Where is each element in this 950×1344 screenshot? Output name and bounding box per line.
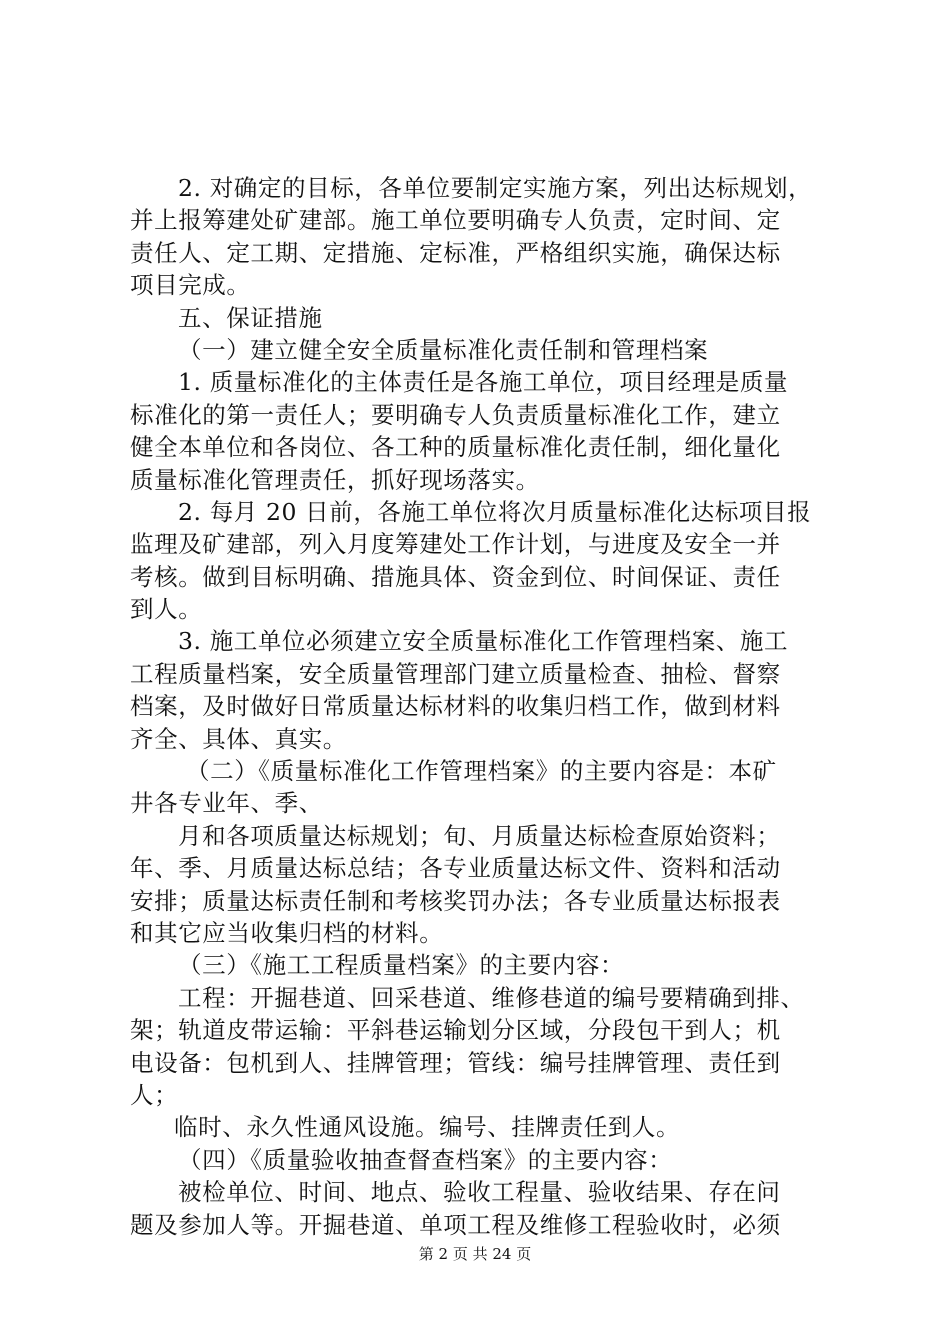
text-line: 2. 对确定的目标，各单位要制定实施方案，列出达标规划， bbox=[178, 174, 813, 202]
text-line: 题及参加人等。开掘巷道、单项工程及维修工程验收时，必须 bbox=[130, 1210, 781, 1239]
text-line: 工程：开掘巷道、回采巷道、维修巷道的编号要精确到排、 bbox=[178, 983, 805, 1012]
text-line: 电设备：包机到人、挂牌管理；管线：编号挂牌管理、责任到 bbox=[130, 1048, 781, 1077]
subsection-heading: （二）《质量标准化工作管理档案》的主要内容是：本矿 bbox=[186, 757, 777, 786]
text-line: 安排；质量达标责任制和考核奖罚办法；各专业质量达标报表 bbox=[130, 886, 781, 915]
text-line: 质量标准化管理责任，抓好现场落实。 bbox=[130, 465, 540, 494]
text-line: 工程质量档案，安全质量管理部门建立质量检查、抽检、督察 bbox=[130, 659, 781, 688]
subsection-heading: （三）《施工工程质量档案》的主要内容： bbox=[178, 951, 625, 980]
text-line: 3. 施工单位必须建立安全质量标准化工作管理档案、施工 bbox=[178, 627, 789, 656]
section-heading: 五、保证措施 bbox=[178, 303, 323, 332]
text-line: 到人。 bbox=[130, 595, 203, 624]
text-line: 临时、永久性通风设施。编号、挂牌责任到人。 bbox=[174, 1113, 681, 1142]
text-line: 井各专业年、季、 bbox=[130, 789, 323, 818]
text-line: 并上报筹建处矿建部。施工单位要明确专人负责，定时间、定 bbox=[130, 206, 781, 235]
text-line: 人； bbox=[130, 1080, 179, 1109]
text-line: 2. 每月 20 日前，各施工单位将次月质量标准化达标项目报 bbox=[178, 497, 812, 526]
text-line: 年、季、月质量达标总结；各专业质量达标文件、资料和活动 bbox=[130, 854, 781, 883]
page-footer: 第 2 页 共 24 页 bbox=[418, 1245, 532, 1263]
document-body bbox=[130, 172, 842, 1241]
text-line: 健全本单位和各岗位、各工种的质量标准化责任制，细化量化 bbox=[130, 433, 781, 462]
text-line: 月和各项质量达标规划；旬、月质量达标检查原始资料； bbox=[178, 821, 781, 850]
text-line: 监理及矿建部，列入月度筹建处工作计划，与进度及安全一并 bbox=[130, 530, 781, 559]
text-line: 齐全、具体、真实。 bbox=[130, 724, 347, 753]
text-line: 1. 质量标准化的主体责任是各施工单位，项目经理是质量 bbox=[178, 368, 789, 397]
subsection-heading: （四）《质量验收抽查督查档案》的主要内容： bbox=[178, 1145, 673, 1174]
text-line: 考核。做到目标明确、措施具体、资金到位、时间保证、责任 bbox=[130, 562, 781, 591]
text-line: 架；轨道皮带运输：平斜巷运输划分区域，分段包干到人；机 bbox=[130, 1016, 781, 1045]
text-line: 责任人、定工期、定措施、定标准，严格组织实施，确保达标 bbox=[130, 238, 781, 267]
text-line: 和其它应当收集归档的材料。 bbox=[130, 918, 444, 947]
text-line: 被检单位、时间、地点、验收工程量、验收结果、存在问 bbox=[178, 1178, 781, 1207]
subsection-heading: （一）建立健全安全质量标准化责任制和管理档案 bbox=[178, 335, 709, 364]
text-line: 标准化的第一责任人；要明确专人负责质量标准化工作，建立 bbox=[130, 400, 781, 429]
text-line: 项目完成。 bbox=[130, 271, 251, 300]
text-line: 档案，及时做好日常质量达标材料的收集归档工作，做到材料 bbox=[130, 692, 781, 721]
